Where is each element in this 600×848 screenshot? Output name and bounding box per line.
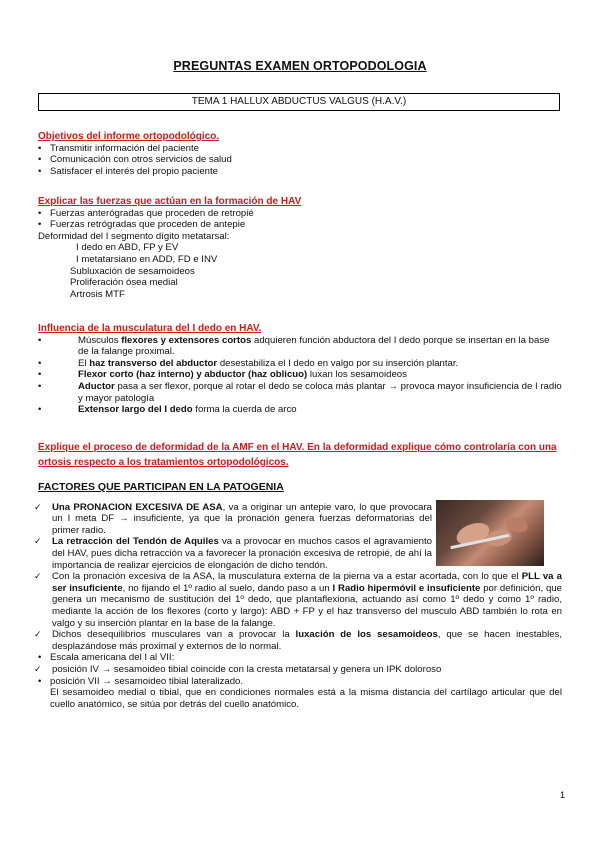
list-item: Proliferación ósea medial xyxy=(70,277,178,289)
list-item: • Escala americana del I al VII: xyxy=(38,652,562,664)
document-title: PREGUNTAS EXAMEN ORTOPODOLOGIA xyxy=(173,59,427,73)
section-objetivos xyxy=(38,131,562,177)
page-number: 1 xyxy=(560,790,566,800)
checked-item: ✓ Dichos desequilibrios musculares van a provocar la luxación de los sesamoideos, que se hacen inestables, desplazándose más proximal y externos de lo normal. xyxy=(38,629,562,652)
list-item: I dedo en ABD, FP y EV xyxy=(76,242,179,254)
section-proceso-deformidad xyxy=(38,440,562,470)
list-item: • Fuerzas anterógradas que proceden de retropié xyxy=(38,208,562,220)
tema-box: TEMA 1 HALLUX ABDUCTUS VALGUS (H.A.V.) xyxy=(38,93,560,111)
list-item: Subluxación de sesamoideos xyxy=(70,265,195,277)
list-item: • Flexor corto (haz interno) y abductor (haz oblicuo) luxan los sesamoideos xyxy=(38,369,562,381)
section-musculatura xyxy=(38,323,562,416)
foot-photo xyxy=(436,500,544,566)
paragraph: El sesamoideo medial o tibial, que en condiciones normales está a la misma distancia del cartílago articular que del cuello anatómico, se sitúa por detrás del cuello anatómico. xyxy=(50,687,562,710)
section-heading: FACTORES QUE PARTICIPAN EN LA PATOGENIA xyxy=(38,481,284,493)
list-item: • El haz transverso del abductor desestabiliza el I dedo en valgo por su inserción plantar. xyxy=(38,358,562,370)
list-item: • Extensor largo del I dedo forma la cuerda de arco xyxy=(38,404,562,416)
list-item: • Transmitir información del paciente xyxy=(38,143,562,155)
section-heading: Explique el proceso de deformidad de la AMF en el HAV. En la deformidad explique cómo controlaría con una ortosis respecto a los tratamientos ortopodológicos. xyxy=(38,442,557,468)
list-item: • Satisfacer el interés del propio paciente xyxy=(38,166,562,178)
checked-item: ✓ posición IV → sesamoideo tibial coincide con la cresta metatarsal y genera un IPK doloroso xyxy=(38,664,562,676)
section-heading: Influencia de la musculatura del I dedo en HAV. xyxy=(38,323,262,334)
list-item: • Comunicación con otros servicios de salud xyxy=(38,154,562,166)
section-heading: Explicar las fuerzas que actúan en la formación de HAV xyxy=(38,196,302,207)
section-heading: Objetivos del informe ortopodológico. xyxy=(38,131,220,142)
list-item: • Aductor pasa a ser flexor, porque al rotar el dedo se coloca más plantar → provoca mayor insuficiencia de I radio y mayor patología xyxy=(38,381,562,404)
checked-item: ✓ La retracción del Tendón de Aquiles va a provocar en muchos casos el agravamiento del HAV, pues dicha retracción va a favorecer la pronación excesiva de retropié, de ahí la importancia de realizar ejercicios de elongación de dicho tendón. xyxy=(38,536,432,571)
checked-item: ✓ Con la pronación excesiva de la ASA, la musculatura externa de la pierna va a estar acortada, con lo que el PLL va a ser insuficiente, no fijando el 1º radio al suelo, dando paso a un I Radio hipermóvil e insuficiente por definición, que genera un mecanismo de sustitución del 1º dedo, que plantaflexiona, actuando así como 1º dedo y como 1º radio, mediante la acción de los flexores (corto y largo): ABD + FP y el haz transverso del musculo ABD también lo rota en valgo y su inserción plantar en la base de la falange. xyxy=(38,571,562,629)
section-fuerzas xyxy=(38,196,562,300)
list-item: I metatarsiano en ADD, FD e INV xyxy=(76,253,218,265)
paragraph: Deformidad del I segmento dígito metatarsal: xyxy=(38,230,230,242)
list-item: • posición VII → sesamoideo tibial lateralizado. xyxy=(38,676,562,688)
checked-item: ✓ Una PRONACION EXCESIVA DE ASA, va a originar un antepie varo, lo que provocara un I meta DF → insuficiente, ya que la pronación genera fuerzas deformatorias del primer radio. xyxy=(38,502,432,537)
list-item: • Músculos flexores y extensores cortos adquieren función abductora del I dedo porque se insertan en la base de la falange proximal. xyxy=(38,335,562,358)
list-item: • Fuerzas retrógradas que proceden de antepie xyxy=(38,219,562,231)
list-item: Artrosis MTF xyxy=(70,288,125,300)
